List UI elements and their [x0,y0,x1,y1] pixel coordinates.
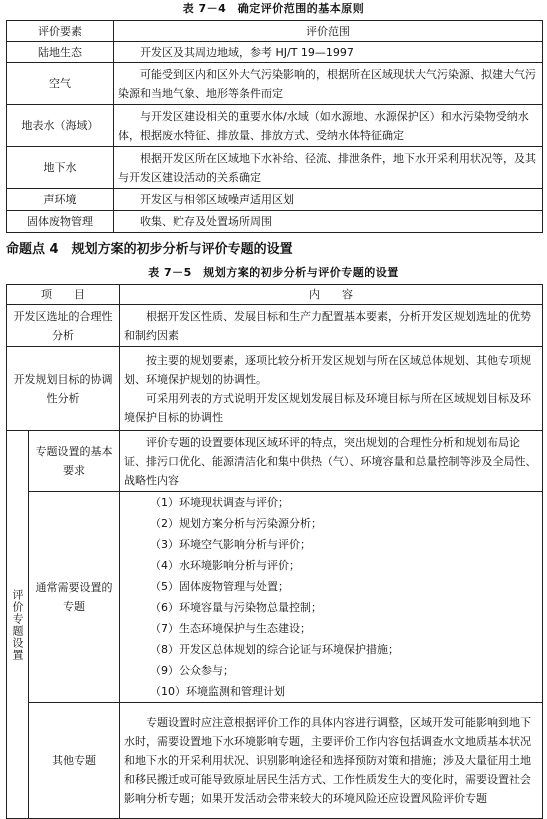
list-item: （10）环境监测和管理计划 [150,685,285,698]
header-content: 内 容 [120,285,543,305]
site-analysis-label: 开发区选址的合理性分析 [7,305,120,347]
list-item: （9）公众参与； [150,664,234,677]
scope-cell: 收集、贮存及处置场所周围 [114,211,543,233]
table-row [7,105,543,147]
goal-analysis-label: 开发规划目标的协调性分析 [7,347,120,431]
list-item: （1）环境现状调查与评价； [150,496,289,509]
list-item: （6）环境容量与污染物总量控制； [150,601,322,614]
element-cell: 陆地生态 [7,42,114,63]
scope-cell: 开发区与相邻区域噪声适用区划 [114,189,543,211]
table-7-5 [6,284,543,819]
list-item: （4）水环境影响分析与评价； [150,559,300,572]
element-cell: 空气 [7,63,114,105]
scope-cell: 与开发区建设相关的重要水体/水域（如水源地、水源保护区）和水污染物受纳水体，根据废水特征、排放量、排放方式、受纳水体特征确定 [114,105,543,147]
usual-topics-label: 通常需要设置的专题 [29,492,120,703]
header-element: 评价要素 [7,21,114,42]
goal-analysis-para: 按主要的规划要素，逐项比较分析开发区规划与所在区域总体规划、其他专项规划、环境保护规划的协调性。 [124,353,531,386]
list-item: （7）生态环境保护与生态建设； [150,622,311,635]
other-topics-content: 专题设置时应注意根据评价工作的具体内容进行调整，区域开发可能影响到地下水时，需要设置地下水环境影响专题，主要评价工作内容包括调查水文地质基本状况和地下水的开采利用状况、识别影响途径和选择预防对策和措施；涉及大量征用土地和移民搬迁或可能导致原址居民生活方式、工作性质发生大的变化时，需要设置社会影响分析专题；如果开发活动会带来较大的环境风险还应设置风险评价专题 [120,703,543,819]
header-scope: 评价范围 [114,21,543,42]
table-row [7,492,543,703]
table-row [7,703,543,819]
list-item: （8）开发区总体规划的综合论证与环境保护措施； [150,643,399,656]
requirements-label: 专题设置的基本要求 [29,431,120,492]
table-row [7,42,543,63]
header-item: 项 目 [7,285,120,305]
site-analysis-content: 根据开发区性质、发展目标和生产力配置基本要素，分析开发区规划选址的优势和制约因素 [120,305,543,347]
list-item: （5）固体废物管理与处置； [150,580,289,593]
table-row [7,305,543,347]
topic-group-label: 评价专题设置 [7,431,29,819]
table-row [7,347,543,431]
table-row [7,211,543,233]
table-row [7,63,543,105]
table-7-4 [6,20,543,233]
requirements-content: 评价专题的设置要体现区域环评的特点，突出规划的合理性分析和规划布局论证、排污口优化、能源清洁化和集中供热（气）、环境容量和总量控制等涉及全局性、战略性内容 [120,431,543,492]
table-row [7,147,543,189]
scope-cell: 开发区及其周边地域，参考 HJ/T 19—1997 [114,42,543,63]
scope-cell: 可能受到区内和区外大气污染影响的，根据所在区域现状大气污染源、拟建大气污染源和当地气象、地形等条件而定 [114,63,543,105]
element-cell: 固体废物管理 [7,211,114,233]
table-7-5-caption: 表 7－5 规划方案的初步分析与评价专题的设置 [148,266,399,279]
element-cell: 地下水 [7,147,114,189]
section-heading: 命题点 4 规划方案的初步分析与评价专题的设置 [6,242,293,257]
table-header-row [7,21,543,42]
usual-topics-list [120,492,543,703]
element-cell: 声环境 [7,189,114,211]
table-7-4-caption: 表 7－4 确定评价范围的基本原则 [182,2,365,15]
list-item: （3）环境空气影响分析与评价； [150,538,311,551]
goal-analysis-content [120,347,543,431]
goal-analysis-para: 可采用列表的方式说明开发区规划发展目标及环境目标与所在区域规划目标及环境保护目标的协调性 [124,391,531,424]
list-item: （2）规划方案分析与污染源分析； [150,517,322,530]
table-row [7,189,543,211]
element-cell: 地表水（海域） [7,105,114,147]
table-header-row [7,285,543,305]
table-row [7,431,543,492]
scope-cell: 根据开发区所在区域地下水补给、径流、排泄条件，地下水开采利用状况等，及其与开发区建设活动的关系确定 [114,147,543,189]
other-topics-label: 其他专题 [29,703,120,819]
